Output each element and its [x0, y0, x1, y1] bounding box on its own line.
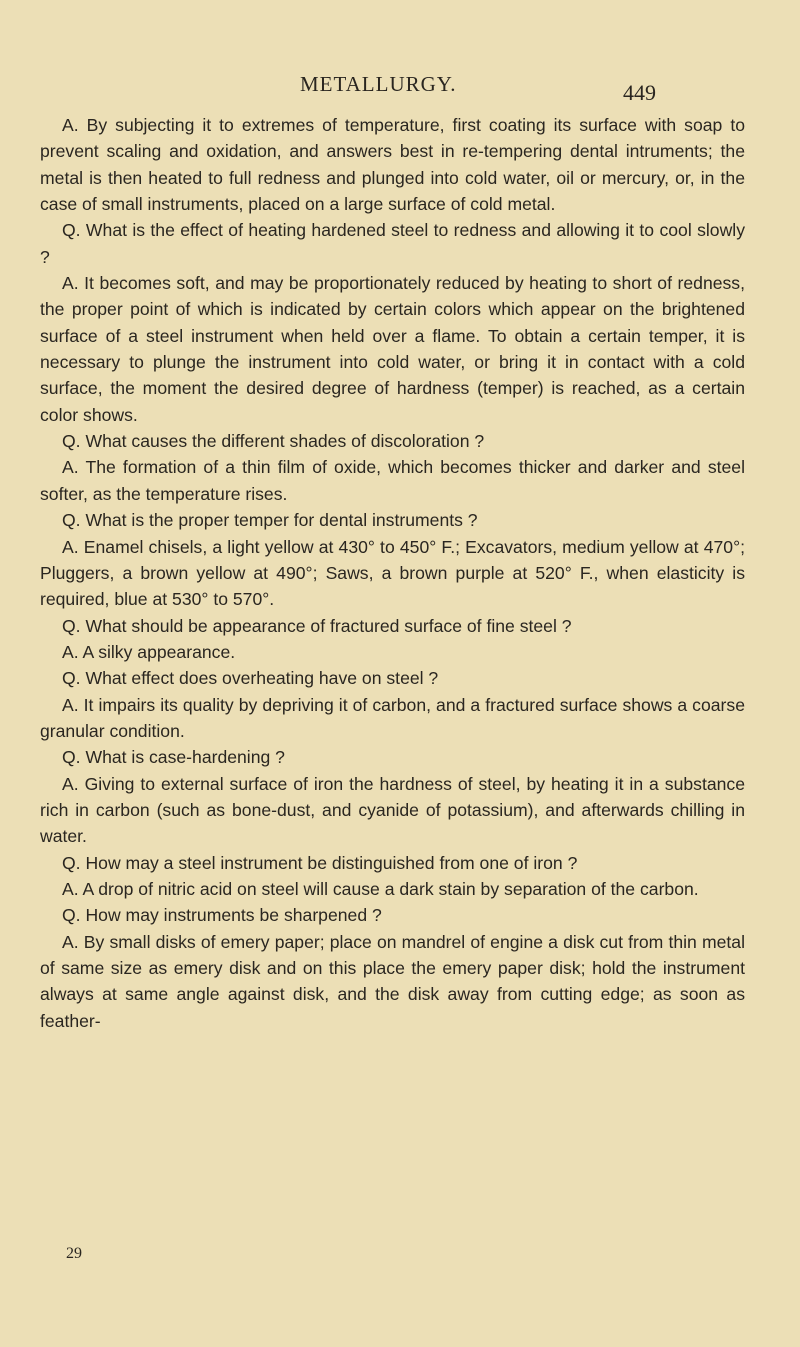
running-head-title: METALLURGY. [300, 72, 457, 96]
question-paragraph: Q. How may instruments be sharpened ? [62, 905, 382, 926]
answer-paragraph: A. Giving to external surface of iron the hardness of steel, by heating it in a substance rich in carbon (such as bone-dust, and cyanide of potassium), and afterwards chilling in water. [40, 773, 745, 847]
running-head [0, 72, 800, 105]
answer-paragraph: A. A drop of nitric acid on steel will cause a dark stain by separation of the carbon. [62, 878, 699, 899]
question-paragraph: Q. What is case-hardening ? [62, 747, 285, 768]
answer-paragraph: A. It becomes soft, and may be proportionately reduced by heating to short of redness, the proper point of which is indicated by certain colors which appear on the brightened surface of a steel instrument when held over a flame. To obtain a certain temper, it is necessary to plunge the instrument into cold water, or bring it in contact with a cold surface, the moment the desired degree of hardness (temper) is reached, as a certain color shows. [40, 273, 745, 425]
question-paragraph: Q. What is the proper temper for dental instruments ? [62, 510, 478, 531]
page-number: 449 [623, 80, 656, 105]
answer-paragraph: A. By small disks of emery paper; place on mandrel of engine a disk cut from thin metal of same size as emery disk and on this place the emery paper disk; hold the instrument always at same angle against disk, and the disk away from cutting edge; as soon as feather- [40, 931, 745, 1031]
question-paragraph: Q. What causes the different shades of discoloration ? [62, 431, 485, 452]
answer-paragraph: A. Enamel chisels, a light yellow at 430° to 450° F.; Excavators, medium yellow at 470°; Pluggers, a brown yellow at 490°; Saws, a brown purple at 520° F., when elasticity is required, blue at 530° to 570°. [40, 536, 745, 610]
answer-paragraph: A. It impairs its quality by depriving it of carbon, and a fractured surface shows a coarse granular condition. [40, 694, 745, 741]
question-paragraph: Q. What effect does overheating have on steel ? [62, 668, 439, 689]
answer-paragraph: A. The formation of a thin film of oxide, which becomes thicker and darker and steel softer, as the temperature rises. [40, 457, 745, 504]
body-text [40, 112, 745, 1034]
question-paragraph: Q. What should be appearance of fractured surface of fine steel ? [62, 615, 572, 636]
question-paragraph: Q. How may a steel instrument be distinguished from one of iron ? [62, 852, 578, 873]
answer-paragraph: A. By subjecting it to extremes of temperature, first coating its surface with soap to prevent scaling and oxidation, and answers best in re-tempering dental intruments; the metal is then heated to full redness and plunged into cold water, oil or mercury, or, in the case of small instruments, placed on a large surface of cold metal. [40, 115, 745, 215]
answer-paragraph: A. A silky appearance. [62, 641, 236, 662]
question-paragraph: Q. What is the effect of heating hardened steel to redness and allowing it to cool slowly ? [40, 220, 745, 267]
signature-mark: 29 [66, 1245, 82, 1262]
